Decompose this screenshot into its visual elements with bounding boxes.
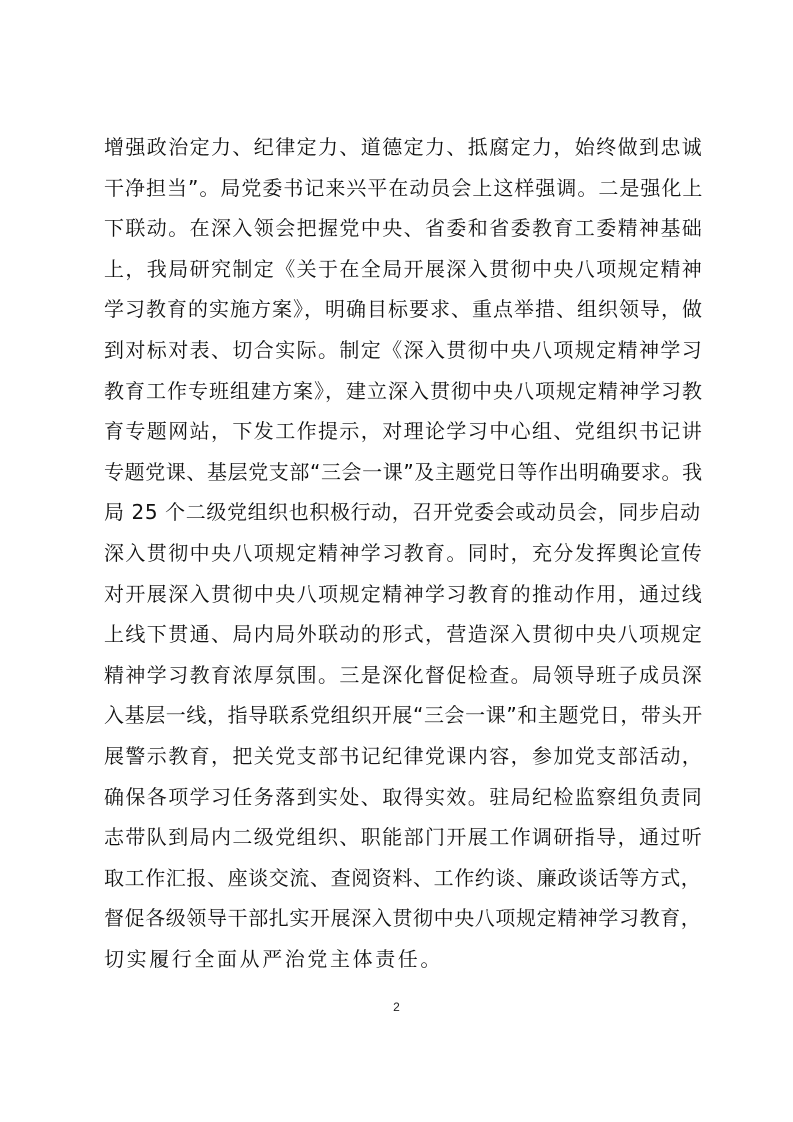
text-line: 学习教育的实施方案》，明确目标要求、重点举措、组织领导，做 (104, 297, 703, 322)
page-number: 2 (393, 1000, 400, 1014)
text-line: 确保各项学习任务落到实处、取得实效。驻局纪检监察组负责同 (104, 784, 704, 809)
text-line: 督促各级领导干部扎实开展深入贯彻中央八项规定精神学习教育， (104, 906, 702, 931)
text-line: 取工作汇报、座谈交流、查阅资料、工作约谈、廉政谈话等方式， (104, 865, 702, 890)
text-line: 干净担当”。局党委书记来兴平在动员会上这样强调。二是强化上 (104, 175, 704, 200)
text-line: 下联动。在深入领会把握党中央、省委和省委教育工委精神基础 (104, 216, 704, 241)
text-line: 展警示教育，把关党支部书记纪律党课内容，参加党支部活动， (104, 743, 704, 768)
text-line: 入基层一线，指导联系党组织开展“三会一课”和主题党日，带头开 (104, 703, 703, 728)
text-line: 育专题网站，下发工作提示，对理论学习中心组、党组织书记讲 (104, 419, 704, 444)
text-line: 精神学习教育浓厚氛围。三是深化督促检查。局领导班子成员深 (104, 662, 704, 687)
text-line: 局 25 个二级党组织也积极行动，召开党委会或动员会，同步启动 (104, 500, 701, 525)
text-line: 志带队到局内二级党组织、职能部门开展工作调研指导，通过听 (104, 825, 704, 850)
text-line: 增强政治定力、纪律定力、道德定力、抵腐定力，始终做到忠诚 (104, 135, 704, 159)
text-line: 深入贯彻中央八项规定精神学习教育。同时，充分发挥舆论宣传 (104, 540, 704, 565)
text-line: 对开展深入贯彻中央八项规定精神学习教育的推动作用，通过线 (104, 581, 704, 606)
text-line: 教育工作专班组建方案》，建立深入贯彻中央八项规定精神学习教 (104, 378, 703, 403)
text-line: 切实履行全面从严治党主体责任。 (104, 946, 443, 971)
body-paragraph (104, 127, 704, 979)
text-line: 上，我局研究制定《关于在全局开展深入贯彻中央八项规定精神 (104, 256, 704, 281)
text-line: 到对标对表、切合实际。制定《深入贯彻中央八项规定精神学习 (104, 337, 704, 362)
text-line: 专题党课、基层党支部“三会一课”及主题党日等作出明确要求。我 (104, 459, 703, 484)
text-line: 上线下贯通、局内局外联动的形式，营造深入贯彻中央八项规定 (104, 622, 704, 647)
